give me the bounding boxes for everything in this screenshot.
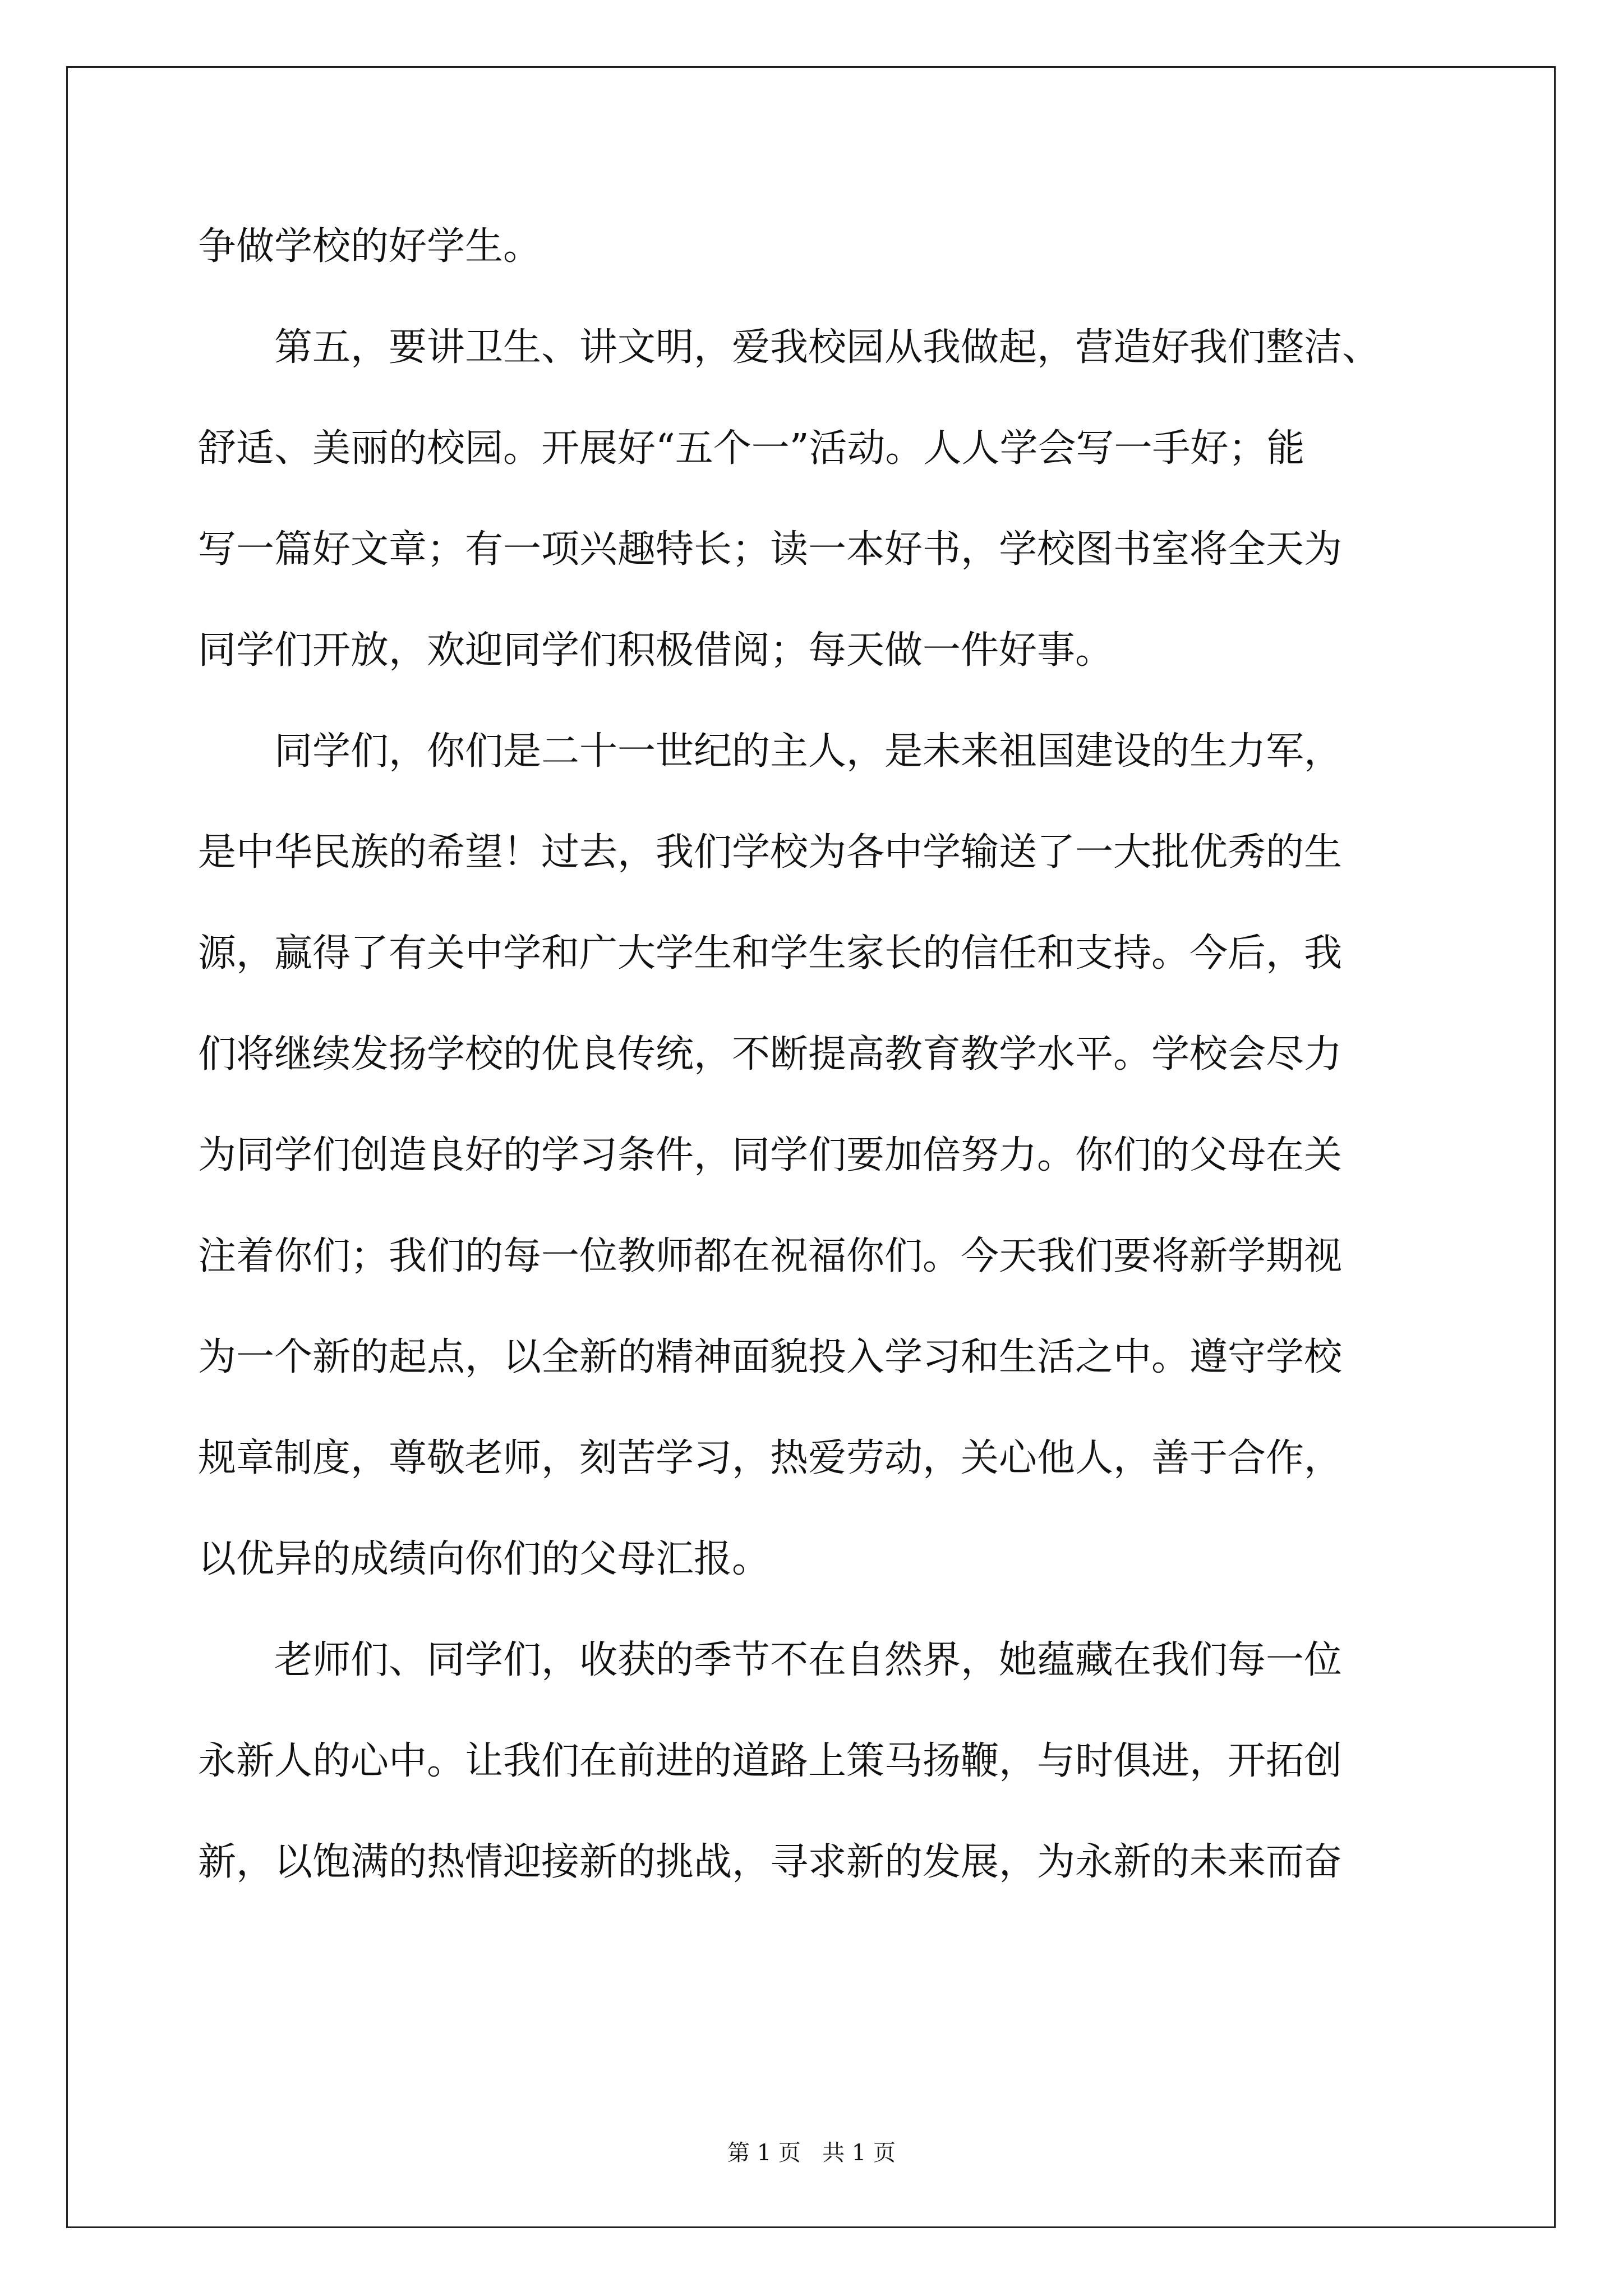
text-line: 永新人的心中。让我们在前进的道路上策马扬鞭，与时俱进，开拓创	[198, 1739, 1343, 1783]
text-line: 规章制度，尊敬老师，刻苦学习，热爱劳动，关心他人，善于合作，	[198, 1436, 1343, 1480]
text-line: 写一篇好文章；有一项兴趣特长；读一本好书，学校图书室将全天为	[198, 527, 1343, 572]
text-line: 源，赢得了有关中学和广大学生和学生家长的信任和支持。今后，我	[198, 931, 1343, 976]
text-line: 同学们，你们是二十一世纪的主人，是未来祖国建设的生力军，	[274, 729, 1343, 774]
text-line: 同学们开放，欢迎同学们积极借阅；每天做一件好事。	[198, 628, 1114, 673]
text-line: 争做学校的好学生。	[198, 224, 542, 269]
text-line: 是中华民族的希望！过去，我们学校为各中学输送了一大批优秀的生	[198, 830, 1343, 875]
text-line: 们将继续发扬学校的优良传统，不断提高教育教学水平。学校会尽力	[198, 1032, 1343, 1076]
text-line: 为一个新的起点，以全新的精神面貌投入学习和生活之中。遵守学校	[198, 1335, 1343, 1379]
page-number-footer: 第 1 页 共 1 页	[727, 2140, 896, 2166]
text-line: 第五，要讲卫生、讲文明，爱我校园从我做起，营造好我们整洁、	[274, 325, 1381, 370]
text-line: 新，以饱满的热情迎接新的挑战，寻求新的发展，为永新的未来而奋	[198, 1840, 1343, 1884]
text-line: 注着你们；我们的每一位教师都在祝福你们。今天我们要将新学期视	[198, 1234, 1343, 1278]
text-line: 以优异的成绩向你们的父母汇报。	[198, 1537, 771, 1581]
text-line: 舒适、美丽的校园。开展好“五个一”活动。人人学会写一手好；能	[198, 426, 1305, 471]
text-line: 老师们、同学们，收获的季节不在自然界，她蕴藏在我们每一位	[274, 1638, 1343, 1682]
document-body	[198, 196, 1432, 1913]
text-line: 为同学们创造良好的学习条件，同学们要加倍努力。你们的父母在关	[198, 1133, 1343, 1177]
